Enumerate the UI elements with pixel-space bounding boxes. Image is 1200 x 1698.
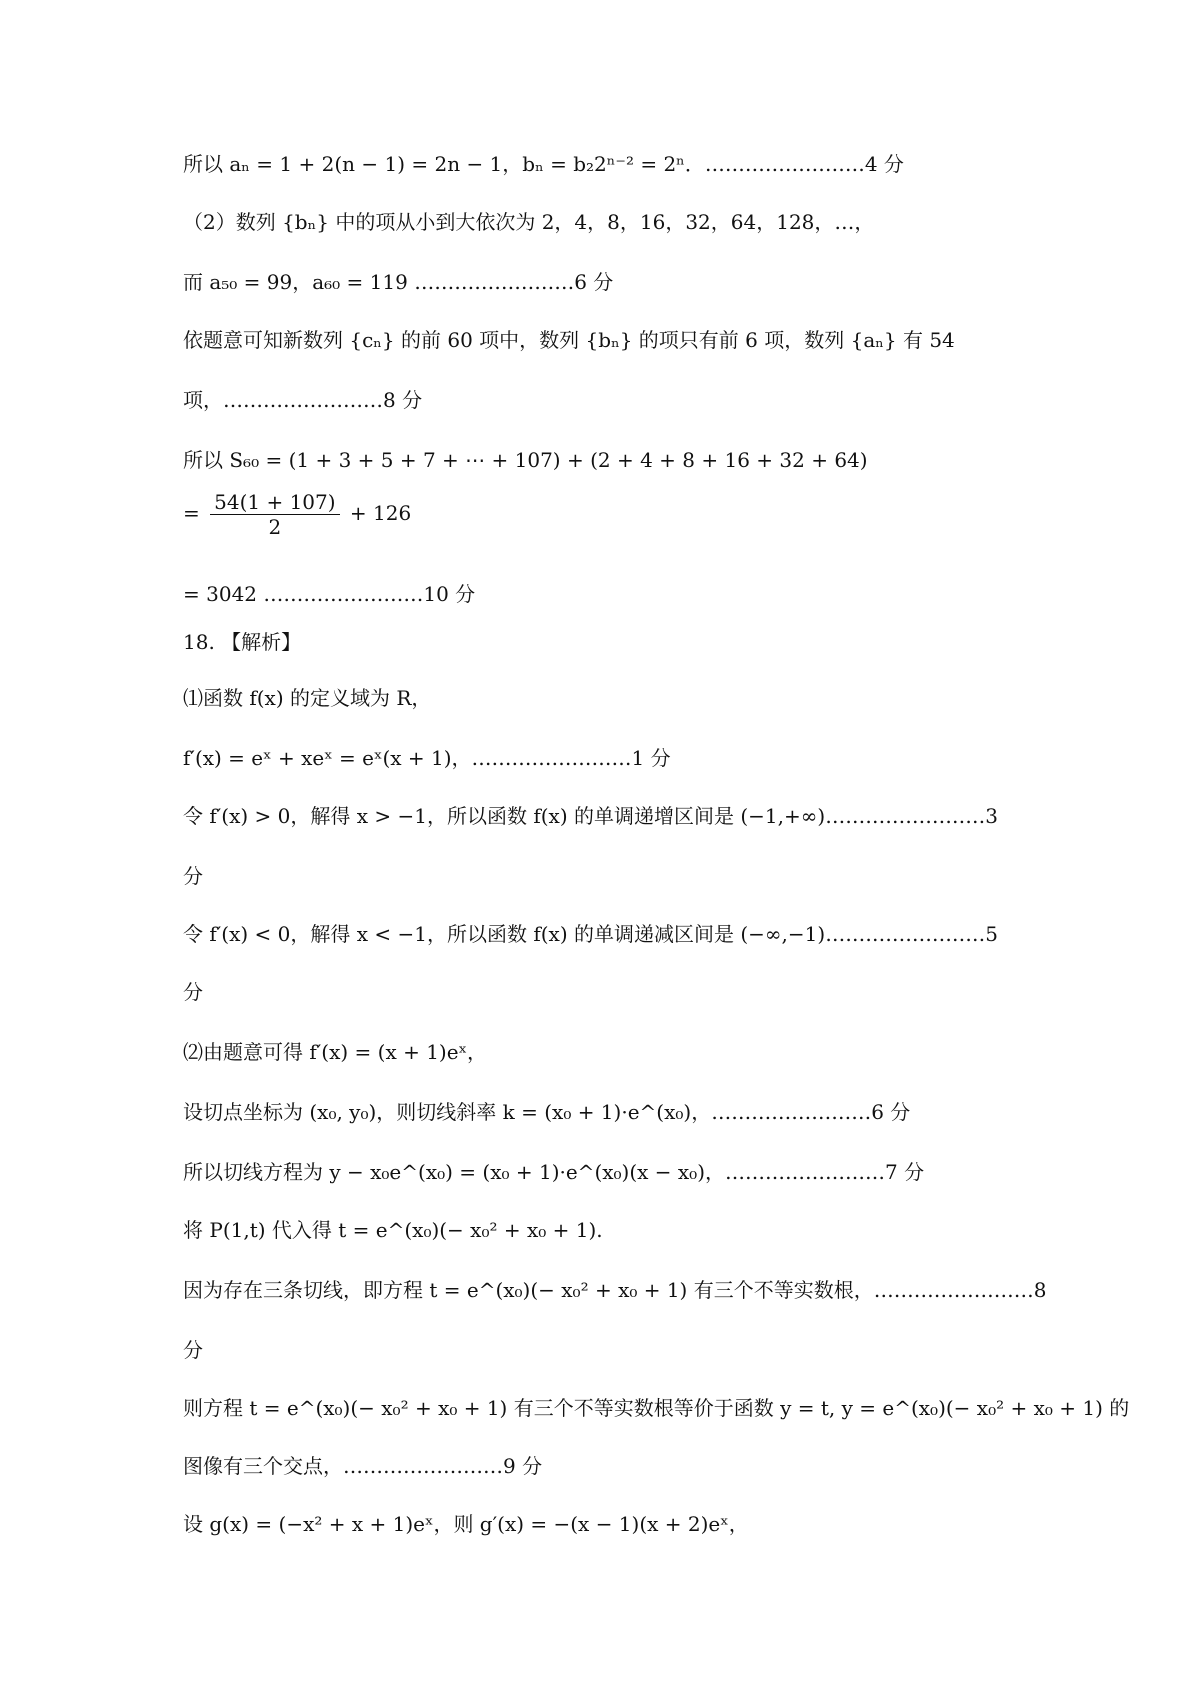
text-line-13: 分 xyxy=(183,864,203,888)
equals-sign: = xyxy=(183,501,200,525)
fraction-numerator: 54(1 + 107) xyxy=(210,490,339,515)
text-line-22: 则方程 t = e^(x₀)(− x₀² + x₀ + 1) 有三个不等实数根等价于函数 y = t, y = e^(x₀)(− x₀² + x₀ + 1) 的 xyxy=(183,1396,1130,1420)
text-line-19: 将 P(1,t) 代入得 t = e^(x₀)(− x₀² + x₀ + 1). xyxy=(183,1218,603,1242)
text-line-1: 所以 aₙ = 1 + 2(n − 1) = 2n − 1，bₙ = b₂2ⁿ⁻² = 2ⁿ．……………………4 分 xyxy=(183,152,904,176)
section-heading-18: 18. 【解析】 xyxy=(183,630,302,654)
fraction-denominator: 2 xyxy=(268,515,282,539)
text-line-20: 因为存在三条切线，即方程 t = e^(x₀)(− x₀² + x₀ + 1) 有三个不等实数根，……………………8 xyxy=(183,1278,1047,1302)
text-line-18: 所以切线方程为 y − x₀e^(x₀) = (x₀ + 1)·e^(x₀)(x − x₀)，……………………7 分 xyxy=(183,1160,925,1184)
text-line-23: 图像有三个交点，……………………9 分 xyxy=(183,1454,543,1478)
text-line-14: 令 f′(x) < 0，解得 x < −1，所以函数 f(x) 的单调递减区间是 (−∞,−1)……………………5 xyxy=(183,922,998,946)
text-line-15: 分 xyxy=(183,980,203,1004)
text-line-3: 而 a₅₀ = 99，a₆₀ = 119 ……………………6 分 xyxy=(183,270,614,294)
text-line-6: 所以 S₆₀ = (1 + 3 + 5 + 7 + ⋯ + 107) + (2 + 4 + 8 + 16 + 32 + 64) xyxy=(183,448,868,472)
text-line-21: 分 xyxy=(183,1338,203,1362)
text-line-12: 令 f′(x) > 0，解得 x > −1，所以函数 f(x) 的单调递增区间是 (−1,+∞)……………………3 xyxy=(183,804,998,828)
text-line-16: ⑵由题意可得 f′(x) = (x + 1)eˣ， xyxy=(183,1040,488,1064)
text-line-2: （2）数列 {bₙ} 中的项从小到大依次为 2，4，8，16，32，64，128，…， xyxy=(183,210,875,234)
text-line-4: 依题意可知新数列 {cₙ} 的前 60 项中，数列 {bₙ} 的项只有前 6 项，数列 {aₙ} 有 54 xyxy=(183,328,955,352)
fraction-addend: + 126 xyxy=(349,501,412,525)
fraction-line xyxy=(183,490,1040,539)
text-line-24: 设 g(x) = (−x² + x + 1)eˣ，则 g′(x) = −(x − 1)(x + 2)eˣ， xyxy=(183,1512,749,1536)
text-line-10: ⑴函数 f(x) 的定义域为 R， xyxy=(183,686,432,710)
text-line-8: = 3042 ……………………10 分 xyxy=(183,582,476,606)
text-line-17: 设切点坐标为 (x₀, y₀)，则切线斜率 k = (x₀ + 1)·e^(x₀)，……………………6 分 xyxy=(183,1100,911,1124)
text-line-11: f′(x) = eˣ + xeˣ = eˣ(x + 1)，……………………1 分 xyxy=(183,746,671,770)
fraction xyxy=(210,490,339,539)
text-line-5: 项，……………………8 分 xyxy=(183,388,423,412)
